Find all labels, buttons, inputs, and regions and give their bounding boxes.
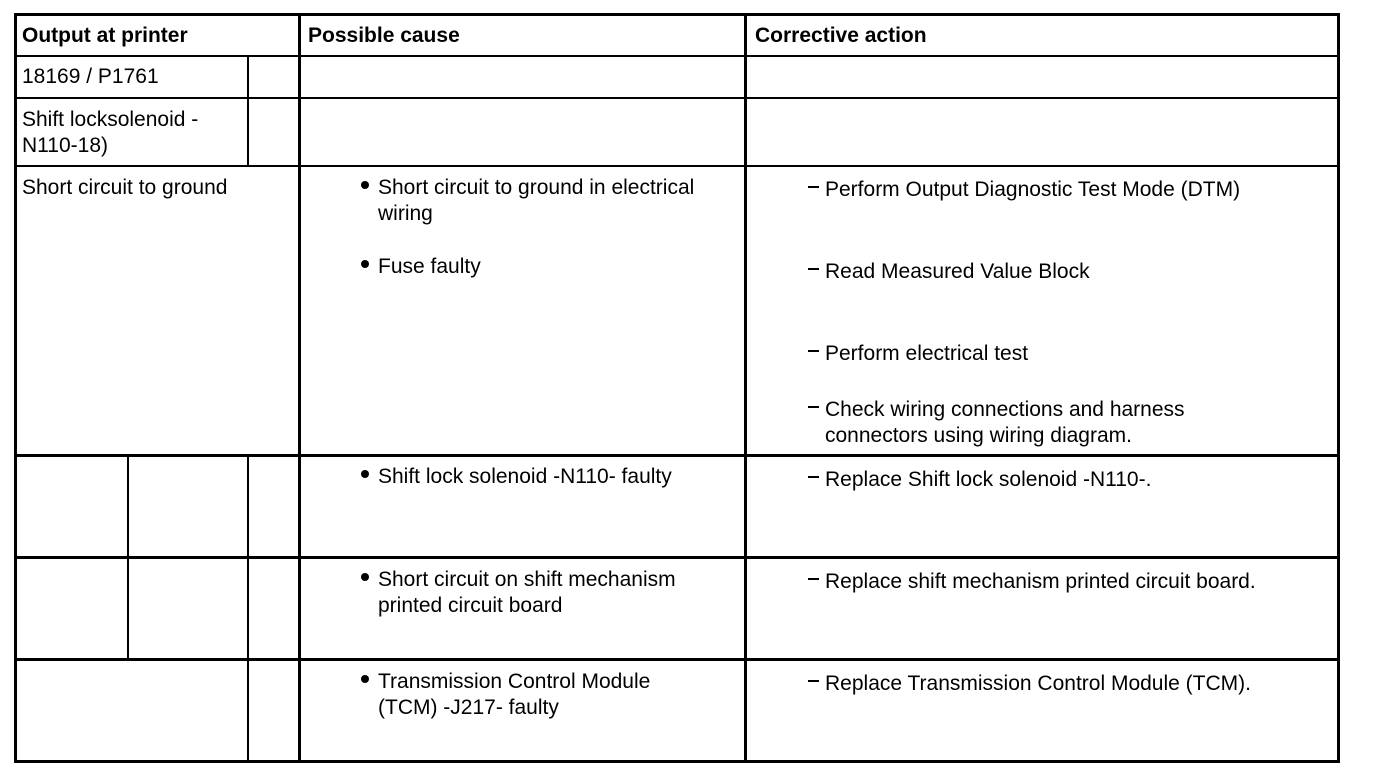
cause-item: Transmission Control Module — [378, 670, 651, 693]
fault-code: 18169 / P1761 — [22, 65, 159, 88]
dash-icon — [808, 476, 819, 478]
action-item: Replace shift mechanism printed circuit board. — [825, 570, 1256, 593]
table-border-right — [1337, 13, 1340, 763]
header-output-at-printer: Output at printer — [22, 24, 188, 47]
action-item: Perform Output Diagnostic Test Mode (DTM) — [825, 178, 1241, 201]
bullet-icon — [361, 675, 369, 683]
cause-item: Short circuit to ground in electrical — [378, 176, 695, 199]
action-item-cont: connectors using wiring diagram. — [825, 424, 1132, 447]
column-divider-action — [744, 13, 747, 763]
dash-icon — [808, 578, 819, 580]
bullet-icon — [361, 181, 369, 189]
row-divider — [14, 658, 1340, 661]
bullet-icon — [361, 260, 369, 268]
column-divider-sub — [247, 56, 249, 167]
dash-icon — [808, 406, 819, 408]
cause-item-cont: wiring — [378, 202, 433, 225]
component-name-line1: Shift locksolenoid - — [22, 108, 199, 131]
cause-item: Short circuit on shift mechanism — [378, 568, 676, 591]
action-item: Replace Shift lock solenoid -N110-. — [825, 468, 1152, 491]
cause-item: Shift lock solenoid -N110- faulty — [378, 465, 672, 488]
action-item: Check wiring connections and harness — [825, 398, 1185, 421]
dash-icon — [808, 268, 819, 270]
fault-type: Short circuit to ground — [22, 176, 228, 199]
bullet-icon — [361, 470, 369, 478]
column-divider-sub — [247, 456, 249, 763]
row-divider — [14, 556, 1340, 559]
cause-item-cont: (TCM) -J217- faulty — [378, 696, 559, 719]
dash-icon — [808, 350, 819, 352]
row-divider — [14, 165, 1340, 167]
component-name-line2: N110-18) — [22, 134, 108, 157]
action-item: Replace Transmission Control Module (TCM). — [825, 672, 1251, 695]
action-item: Read Measured Value Block — [825, 260, 1090, 283]
table-border-top — [14, 13, 1340, 16]
row-divider — [14, 55, 1340, 57]
row-divider — [14, 97, 1340, 99]
header-corrective-action: Corrective action — [755, 24, 927, 47]
table-border-bottom — [14, 760, 1340, 763]
cause-item-cont: printed circuit board — [378, 594, 563, 617]
header-possible-cause: Possible cause — [308, 24, 460, 47]
dash-icon — [808, 680, 819, 682]
action-item: Perform electrical test — [825, 342, 1029, 365]
bullet-icon — [361, 573, 369, 581]
cause-item: Fuse faulty — [378, 255, 481, 278]
column-divider-cause — [298, 13, 301, 763]
row-divider — [14, 454, 1340, 457]
dash-icon — [808, 186, 819, 188]
table-border-left — [14, 13, 17, 763]
